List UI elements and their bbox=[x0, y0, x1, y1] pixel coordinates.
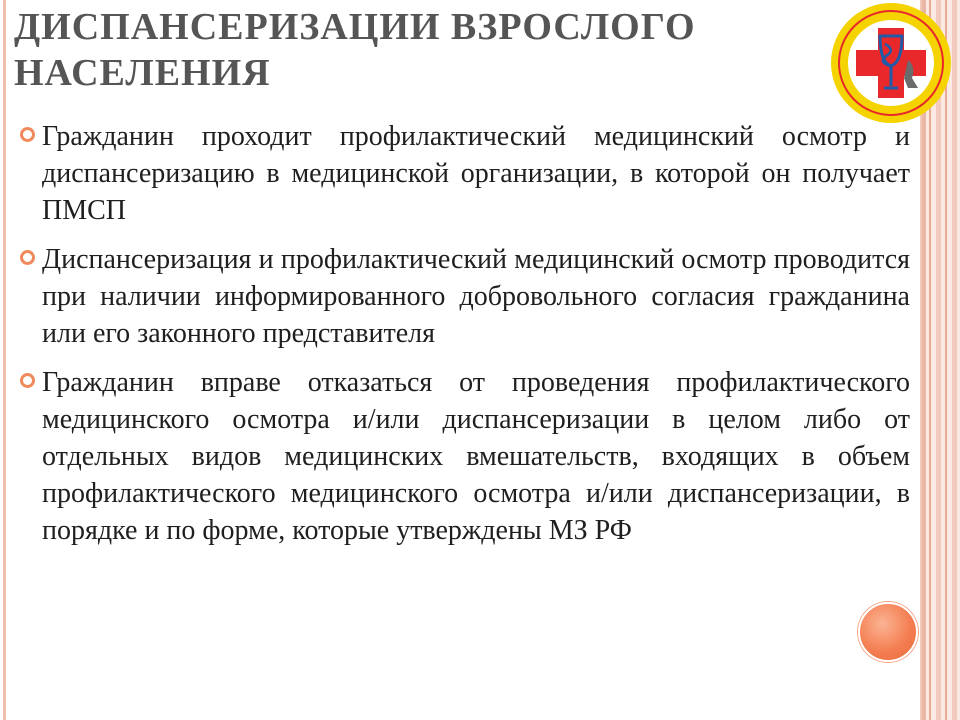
medical-emblem-icon bbox=[828, 0, 954, 126]
list-item-text: Диспансеризация и профилактический медицинский осмотр проводится при наличии информированного добровольного согласия гражданина или его законного представителя bbox=[42, 244, 910, 349]
slide-title bbox=[14, 4, 814, 96]
list-item bbox=[20, 241, 910, 352]
bullet-icon bbox=[20, 250, 35, 265]
list-item-text: Гражданин проходит профилактический медицинский осмотр и диспансеризацию в медицинской организации, в которой он получает ПМСП bbox=[42, 121, 910, 226]
bullet-icon bbox=[20, 373, 35, 388]
list-item bbox=[20, 364, 910, 549]
left-border-line bbox=[3, 0, 6, 720]
list-item bbox=[20, 118, 910, 229]
bullet-list bbox=[20, 118, 910, 561]
title-line-2: НАСЕЛЕНИЯ bbox=[14, 52, 271, 94]
list-item-text: Гражданин вправе отказаться от проведения профилактического медицинского осмотра и/или диспансеризации в целом либо от отдельных видов медицинских вмешательств, входящих в объем профилактического медицинского осмотра и/или диспансеризации, в порядке и по форме, которые утверждены МЗ РФ bbox=[42, 367, 910, 546]
bullet-icon bbox=[20, 127, 35, 142]
title-line-1: ДИСПАНСЕРИЗАЦИИ ВЗРОСЛОГО bbox=[14, 6, 696, 48]
decorative-circle bbox=[858, 602, 918, 662]
